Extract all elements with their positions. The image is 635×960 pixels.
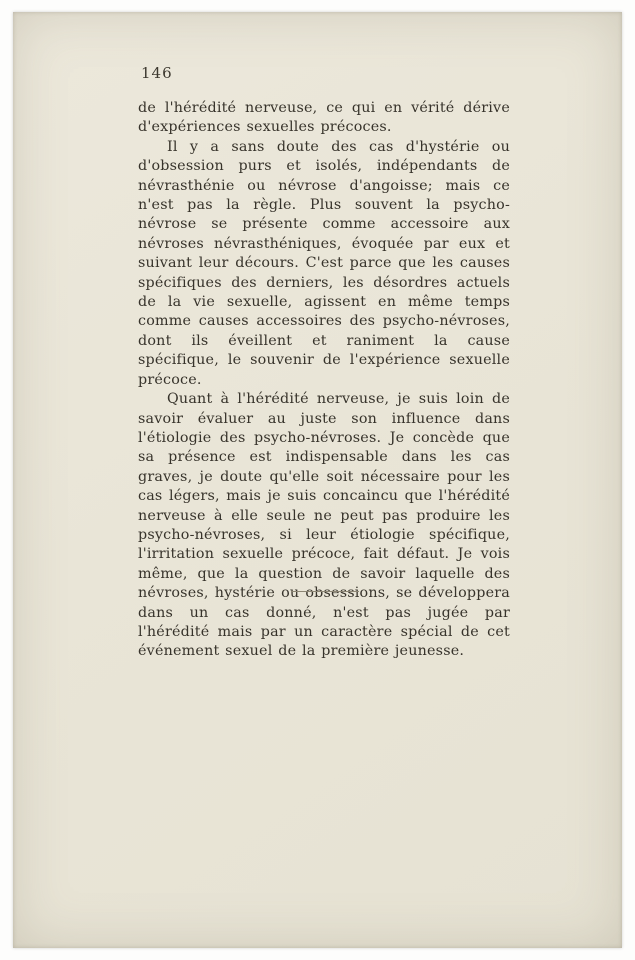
paper-surface bbox=[13, 12, 622, 948]
page-number: 146 bbox=[141, 64, 173, 82]
paragraph: Quant à l'hérédité nerveuse, je suis loin de savoir évaluer au juste son influence dans l'étiologie des psycho-névroses. Je concède que sa présence est indispensable dans les cas graves, je doute qu'elle soit nécessaire pour les cas légers, mais je suis concaincu que l'hérédité nerveuse à elle seule ne peut pas produire les psycho-névroses, si leur étiologie spécifique, l'irritation sexuelle précoce, fait défaut. Je vois même, que la question de savoir laquelle des névroses, hystérie ou obsessions, se développera dans un cas donné, n'est pas jugée par l'hérédité mais par un caractère spécial de cet événement sexuel de la première jeunesse. bbox=[138, 391, 510, 660]
paragraph-continuation: de l'hérédité nerveuse, ce qui en vérité dérive d'expériences sexuelles précoces. bbox=[138, 100, 510, 136]
paragraph: Il y a sans doute des cas d'hystérie ou d'obsession purs et isolés, indépendants de névrasthénie ou névrose d'angoisse; mais ce n'est pas la règle. Plus souvent la psycho-névrose se présente comme accessoire aux névroses névrasthéniques, évoquée par eux et suivant leur décours. C'est parce que les causes spécifiques des derniers, les désordres actuels de la vie sexuelle, agissent en même temps comme causes accessoires des psycho-névroses, dont ils éveillent et raniment la cause spécifique, le souvenir de l'expérience sexuelle précoce. bbox=[138, 138, 510, 388]
body-text bbox=[138, 99, 510, 662]
section-divider bbox=[291, 591, 359, 592]
